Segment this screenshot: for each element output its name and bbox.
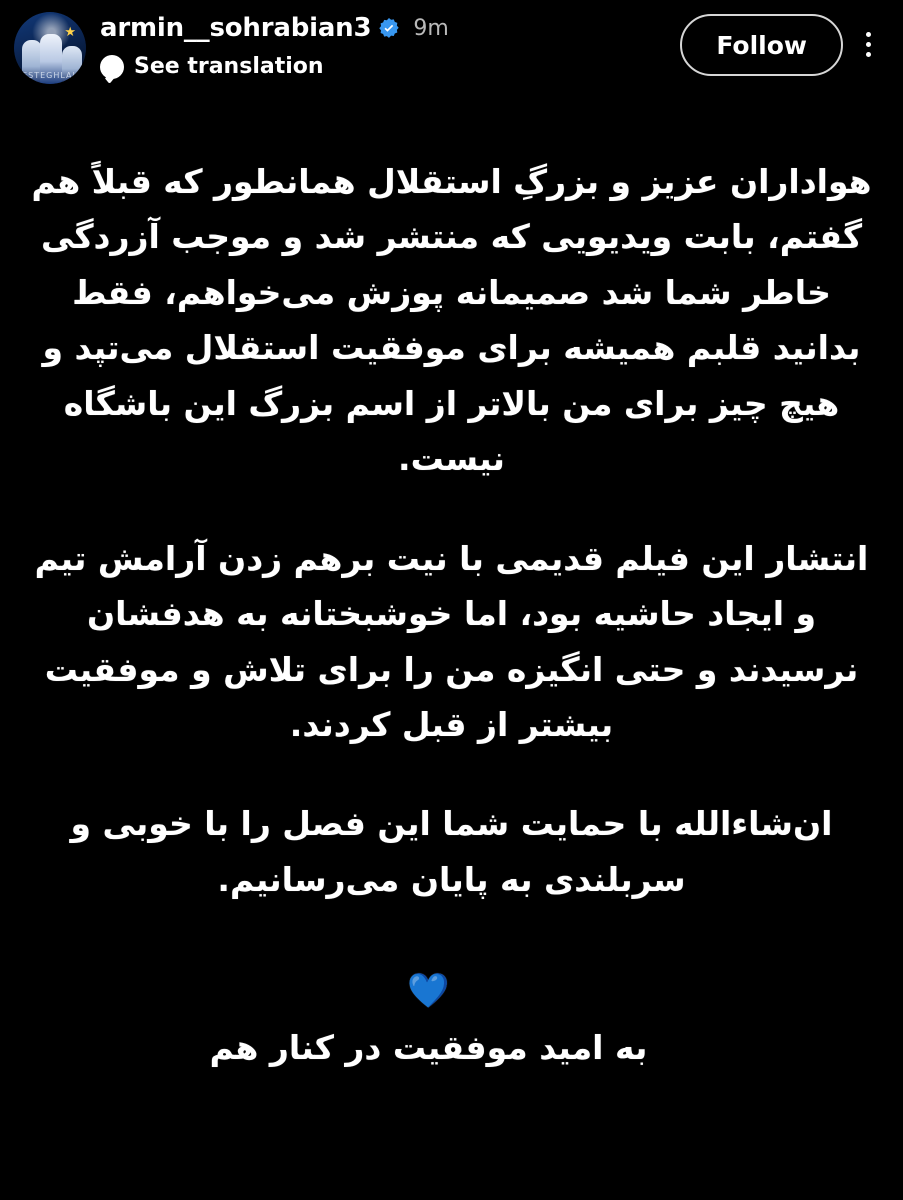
header-text-block (86, 8, 680, 79)
story-paragraph-4 (30, 907, 873, 1130)
story-paragraph-2: انتشار این فیلم قدیمی با نیت برهم زدن آرامش تیم و ایجاد حاشیه بود، اما خوشبختانه به هدفشان نرسیدند و حتی انگیزه من را برای تلاش و موفقیت بیشتر از قبل کردند. (23, 538, 869, 744)
avatar-image (14, 12, 86, 84)
story-text-body (0, 92, 903, 1131)
speech-bubble-icon (100, 55, 124, 79)
timestamp: 9m (413, 15, 449, 41)
star-icon: ★ (64, 25, 76, 40)
more-options-icon[interactable] (847, 22, 889, 66)
blue-heart-icon: 💙 (407, 970, 450, 1011)
story-header (0, 0, 903, 92)
follow-button[interactable]: Follow (680, 14, 843, 76)
see-translation-label[interactable]: See translation (134, 54, 324, 79)
avatar[interactable] (14, 12, 86, 84)
avatar-caption: ESTEGHLAL (22, 71, 78, 80)
username-row (100, 10, 680, 46)
story-paragraph-1: هواداران عزیز و بزرگِ استقلال همانطور که قبلاً هم گفتم، بابت ویدیویی که منتشر شد و موجب آزردگی خاطر شما شد صمیمانه پوزش می‌خواهم، فقط بدانید قلبم همیشه برای موفقیت استقلال می‌تپد و هیچ چیز برای من بالاتر از اسم بزرگ این باشگاه نیست. (19, 162, 872, 479)
story-paragraph-4-text: به امید موفقیت در کنار هم (209, 1027, 648, 1067)
story-paragraph-3: ان‌شاءالله با حمایت شما این فصل را با خوبی و سربلندی به پایان می‌رسانیم. (59, 804, 833, 899)
see-translation-row[interactable] (100, 54, 680, 79)
username[interactable]: armin__sohrabian3 (100, 13, 372, 43)
verified-badge-icon (378, 17, 400, 39)
